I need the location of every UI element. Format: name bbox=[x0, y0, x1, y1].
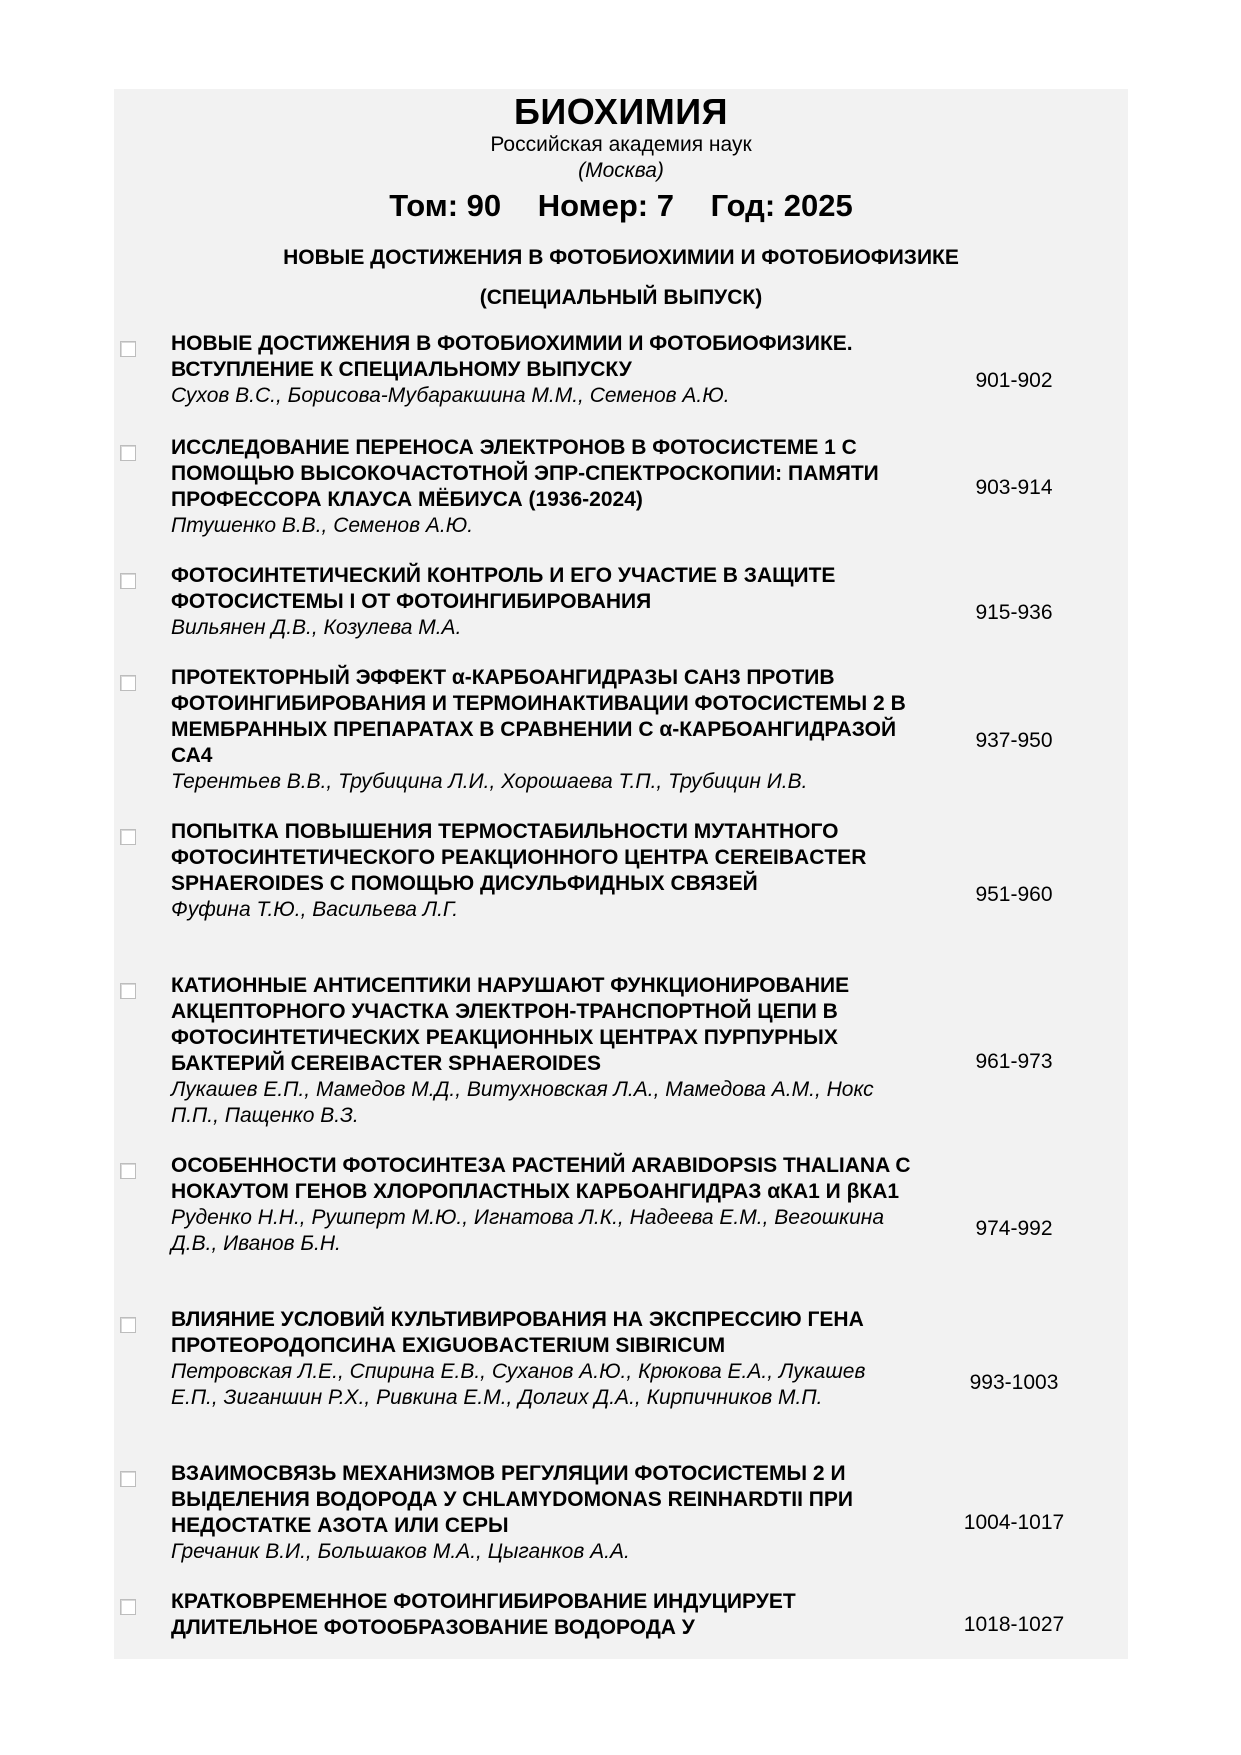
article-content bbox=[171, 973, 916, 1129]
article-content bbox=[171, 1461, 916, 1565]
article-pages: 915-936 bbox=[975, 601, 1053, 624]
article-pages: 974-992 bbox=[975, 1217, 1053, 1240]
article-authors: Руденко Н.Н., Рушперт М.Ю., Игнатова Л.К., Надеева Е.М., Вегошкина Д.В., Иванов Б.Н. bbox=[171, 1206, 885, 1255]
article-title[interactable]: КРАТКОВРЕМЕННОЕ ФОТОИНГИБИРОВАНИЕ ИНДУЦИРУЕТ ДЛИТЕЛЬНОЕ ФОТООБРАЗОВАНИЕ ВОДОРОДА У bbox=[171, 1590, 796, 1639]
article-authors: Птушенко В.В., Семенов А.Ю. bbox=[171, 514, 474, 537]
article-content bbox=[171, 563, 916, 641]
article-content bbox=[171, 819, 916, 923]
publisher: Российская академия наук bbox=[490, 133, 752, 156]
select-checkbox[interactable] bbox=[120, 983, 136, 999]
article-pages: 903-914 bbox=[975, 476, 1053, 499]
article-title[interactable]: ИССЛЕДОВАНИЕ ПЕРЕНОСА ЭЛЕКТРОНОВ В ФОТОСИСТЕМЕ 1 С ПОМОЩЬЮ ВЫСОКОЧАСТОТНОЙ ЭПР-СПЕКТРОСКОПИИ: ПАМЯТИ ПРОФЕССОРА КЛАУСА МЁБИУСА (1936-2024) bbox=[171, 436, 879, 511]
select-checkbox[interactable] bbox=[120, 445, 136, 461]
article-title[interactable]: ПОПЫТКА ПОВЫШЕНИЯ ТЕРМОСТАБИЛЬНОСТИ МУТАНТНОГО ФОТОСИНТЕТИЧЕСКОГО РЕАКЦИОННОГО ЦЕНТРА CEREIBACTER SPHAEROIDES С ПОМОЩЬЮ ДИСУЛЬФИДНЫХ СВЯЗЕЙ bbox=[171, 820, 867, 895]
article-pages: 951-960 bbox=[975, 883, 1053, 906]
select-checkbox[interactable] bbox=[120, 341, 136, 357]
article-authors: Лукашев Е.П., Мамедов М.Д., Витухновская Л.А., Мамедова А.М., Нокс П.П., Пащенко В.З. bbox=[171, 1078, 874, 1127]
article-pages: 1004-1017 bbox=[963, 1511, 1065, 1534]
article-content bbox=[171, 435, 916, 539]
article-title[interactable]: ВЛИЯНИЕ УСЛОВИЙ КУЛЬТИВИРОВАНИЯ НА ЭКСПРЕССИЮ ГЕНА ПРОТЕОРОДОПСИНА EXIGUOBACTERIUM SIBIRICUM bbox=[171, 1308, 864, 1357]
article-authors: Вильянен Д.В., Козулева М.А. bbox=[171, 616, 462, 639]
article-authors: Петровская Л.Е., Спирина Е.В., Суханов А.Ю., Крюкова Е.А., Лукашев Е.П., Зиганшин Р.Х., Ривкина Е.М., Долгих Д.А., Кирпичников М.П. bbox=[171, 1360, 866, 1409]
article-content bbox=[171, 1153, 916, 1257]
article-pages: 937-950 bbox=[975, 729, 1053, 752]
select-checkbox[interactable] bbox=[120, 1317, 136, 1333]
select-checkbox[interactable] bbox=[120, 1599, 136, 1615]
article-authors: Фуфина Т.Ю., Васильева Л.Г. bbox=[171, 898, 459, 921]
select-checkbox[interactable] bbox=[120, 1163, 136, 1179]
article-authors: Гречаник В.И., Большаков М.А., Цыганков А.А. bbox=[171, 1540, 630, 1563]
article-title[interactable]: НОВЫЕ ДОСТИЖЕНИЯ В ФОТОБИОХИМИИ И ФОТОБИОФИЗИКЕ. ВСТУПЛЕНИЕ К СПЕЦИАЛЬНОМУ ВЫПУСКУ bbox=[171, 332, 853, 381]
article-title[interactable]: ВЗАИМОСВЯЗЬ МЕХАНИЗМОВ РЕГУЛЯЦИИ ФОТОСИСТЕМЫ 2 И ВЫДЕЛЕНИЯ ВОДОРОДА У CHLAMYDOMONAS REINHARDTII ПРИ НЕДОСТАТКЕ АЗОТА ИЛИ СЕРЫ bbox=[171, 1462, 853, 1537]
article-pages: 901-902 bbox=[975, 369, 1053, 392]
select-checkbox[interactable] bbox=[120, 675, 136, 691]
issue-year: Год: 2025 bbox=[710, 188, 853, 223]
article-pages: 961-973 bbox=[975, 1050, 1053, 1073]
article-content bbox=[171, 1307, 916, 1411]
article-title[interactable]: ФОТОСИНТЕТИЧЕСКИЙ КОНТРОЛЬ И ЕГО УЧАСТИЕ В ЗАЩИТЕ ФОТОСИСТЕМЫ I ОТ ФОТОИНГИБИРОВАНИЯ bbox=[171, 564, 836, 613]
article-content bbox=[171, 331, 916, 409]
section-title: НОВЫЕ ДОСТИЖЕНИЯ В ФОТОБИОХИМИИ И ФОТОБИОФИЗИКЕ bbox=[283, 246, 959, 269]
publisher-city: (Москва) bbox=[578, 159, 664, 182]
journal-title: БИОХИМИЯ bbox=[513, 91, 728, 132]
volume: Том: 90 bbox=[389, 188, 502, 223]
article-pages: 993-1003 bbox=[969, 1371, 1059, 1394]
article-content bbox=[171, 1589, 916, 1641]
issue-line bbox=[114, 188, 1128, 224]
select-checkbox[interactable] bbox=[120, 829, 136, 845]
section-subtitle: (СПЕЦИАЛЬНЫЙ ВЫПУСК) bbox=[479, 286, 763, 309]
contents-page bbox=[114, 89, 1128, 1659]
select-checkbox[interactable] bbox=[120, 573, 136, 589]
article-content bbox=[171, 665, 916, 795]
select-checkbox[interactable] bbox=[120, 1471, 136, 1487]
article-title[interactable]: ОСОБЕННОСТИ ФОТОСИНТЕЗА РАСТЕНИЙ ARABIDOPSIS THALIANA С НОКАУТОМ ГЕНОВ ХЛОРОПЛАСТНЫХ КАРБОАНГИДРАЗ αКА1 И βКА1 bbox=[171, 1154, 911, 1203]
article-title[interactable]: ПРОТЕКТОРНЫЙ ЭФФЕКТ α-КАРБОАНГИДРАЗЫ САН3 ПРОТИВ ФОТОИНГИБИРОВАНИЯ И ТЕРМОИНАКТИВАЦИИ ФОТОСИСТЕМЫ 2 В МЕМБРАННЫХ ПРЕПАРАТАХ В СРАВНЕНИИ С α-КАРБОАНГИДРАЗОЙ СА4 bbox=[171, 666, 906, 767]
article-authors: Сухов В.С., Борисова-Мубаракшина М.М., Семенов А.Ю. bbox=[171, 384, 730, 407]
article-title[interactable]: КАТИОННЫЕ АНТИСЕПТИКИ НАРУШАЮТ ФУНКЦИОНИРОВАНИЕ АКЦЕПТОРНОГО УЧАСТКА ЭЛЕКТРОН-ТРАНСПОРТНОЙ ЦЕПИ В ФОТОСИНТЕТИЧЕСКИХ РЕАКЦИОННЫХ ЦЕНТРАХ ПУРПУРНЫХ БАКТЕРИЙ CEREIBACTER SPHAEROIDES bbox=[171, 974, 850, 1075]
article-pages: 1018-1027 bbox=[963, 1613, 1065, 1636]
article-authors: Терентьев В.В., Трубицина Л.И., Хорошаева Т.П., Трубицин И.В. bbox=[171, 770, 808, 793]
issue-number: Номер: 7 bbox=[537, 188, 674, 223]
